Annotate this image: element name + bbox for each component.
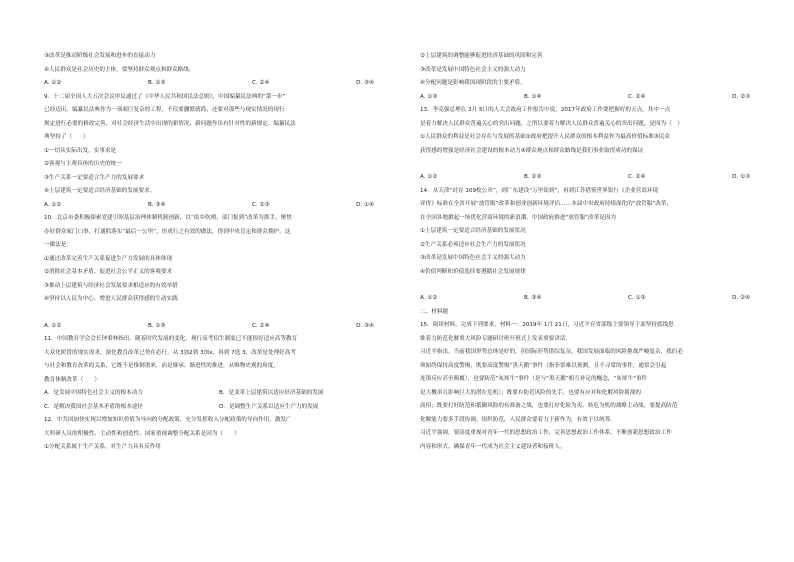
question-stem: 9．十二届全国人大五次会议审议通过了《中华人民共和国民法总则》，中国编纂民法典的“第一步”: [44, 93, 286, 100]
question-12: [44, 414, 394, 455]
question-item: ①上层建筑一定要适合经济基础的发展状况: [420, 228, 526, 234]
option-b: B. ①③: [147, 80, 166, 86]
question-stem: 在全国各地掀起一场优化营商环境的新浪潮。中国政府推进“放管服”改革是因为: [420, 214, 616, 221]
right-column: [420, 50, 770, 454]
text-line: ②上层建筑的调整能够促进经济基础的巩固和完善: [420, 53, 543, 59]
question-stem: 教育体制改革（ ）: [44, 376, 100, 383]
question-14: [420, 185, 770, 306]
option-c: C. ②④: [251, 80, 270, 86]
answer-options: [420, 171, 750, 185]
option-b: B. ②③: [523, 174, 542, 180]
text-line: ③改革是发展中国特色社会主义的强大动力: [420, 66, 526, 73]
option-b: B. ①④: [523, 93, 542, 100]
option-b: B. ①③: [147, 322, 166, 329]
left-column: [44, 50, 394, 455]
question-stem: 13．李克强总理在 3月 5日的人大会政府工作报告中说，2017年政府工作要把握好的五点，其中一点: [420, 107, 671, 113]
option-d: D．是调整生产关系以适应生产力的发展: [219, 403, 319, 410]
answer-options: [44, 387, 394, 401]
question-item: ②消除社会基本矛盾、促进社会公平正义的客观要求: [44, 269, 173, 275]
option-c: C. ②④: [627, 174, 646, 180]
answer-options: [44, 199, 374, 213]
option-d: D. ①③: [732, 174, 750, 180]
material-text: 连锁反应甚至颠覆），也要防范“灰犀牛”事件（是与“黑天鹅”相互补足的概念，“灰犀牛”事件: [420, 376, 648, 382]
text-line: ④人民群众是社会历史的主体，要坚持群众观点和群众路线。: [44, 66, 195, 73]
question-stem: 规定进行必要的修改完善，对社会经济生活中出现的新情况、新问题作出有针对性的新规定。编纂民法: [44, 120, 296, 127]
option-a: A. ①③: [420, 93, 438, 100]
option-a: A. ①②: [420, 174, 438, 180]
answer-options: [420, 292, 750, 306]
option-c: C. ②④: [251, 322, 270, 329]
material-text: 习近平指出，当前我国形势总体是好的，但国际形势错综复杂，我国发展面临的风险挑战严峻复杂，我们必: [420, 349, 683, 355]
question-stem: 大众化阶段的现实需求，深化教育改革已势在必行。从 3加2到 3加x，再到 7选 3，改革是处理好高考: [44, 349, 296, 356]
option-b: B. ③④: [523, 295, 542, 301]
question-9: [44, 91, 394, 213]
material-text: 是大概率且影响巨大的潜在危机）；既要有防范风险的先手，也要有应对和化解风险挑战的: [420, 389, 641, 396]
question-item: ③改革是发展中国特色社会主义的强大动力: [420, 255, 526, 261]
question-stem: 大科研人员的积极性、主动性和创造性。国家重视调整分配关系是因为（ ）: [44, 430, 240, 437]
option-b: B. ③④: [147, 201, 166, 208]
question-stem: 14．从天津“封存 109枚公章”，到广东建设“万里街到”，再到江苏借鉴世界银行《企业营商环境: [420, 187, 659, 194]
option-b: B．是变革上层建筑以适应经济基础的发展: [219, 390, 324, 396]
section-title: 二、材料题: [420, 308, 448, 315]
question-stem: 一做法是：: [44, 242, 72, 248]
option-d: D. ③④: [356, 80, 374, 86]
question-item: ①一切从实际出发，实事求是: [44, 147, 117, 154]
material-text: 高招；既要打好防范和抵御风险的有准备之战，也要打好化险为夷、转危为机的战略主动战。要提高防范: [420, 403, 678, 409]
question-stem: 12．中共国加快实现以增加知识价值为导向的分配政策，充分发挥收入分配政策的导向作用，激发广: [44, 417, 292, 423]
question-stem: 办好群众家门口事，打通抓落实“最后一公里”，形成行之有效的做法，得到中央肯定和群众拥护。这: [44, 228, 291, 235]
option-c: C. ②④: [627, 93, 646, 100]
option-a: A. ①②: [44, 201, 62, 208]
answer-options: [44, 77, 374, 91]
material-text: 内容和形式，确保青年一代成为社会主义建设者和接班人。: [420, 443, 566, 450]
question-stem: ①人民群众的利益是社会存在与发展的基础②政府把提升人民群众的根本利益作为最高价值标准③民众: [420, 134, 670, 140]
question-15: [420, 319, 770, 454]
answer-options: [44, 401, 394, 415]
question-10: [44, 212, 394, 333]
material-text: 15．阅读材料，完成下列要求。材料一：2019年 1月 21日，习近平在省部级主要领导干部坚持底线思: [420, 322, 674, 328]
question-11: [44, 333, 394, 414]
spacer: [420, 279, 770, 292]
question-item: ②生产关系必须适应社会生产力的发展状况: [420, 241, 526, 248]
option-c: C. ①③: [627, 295, 646, 301]
question-item: ④价值判断和价值选择要遵循社会发展规律: [420, 268, 526, 275]
question-item: ②客观与主观具体的历史的统一: [44, 161, 122, 167]
spacer: [44, 307, 394, 320]
text-line: ③改革是推动阶级社会发展和进步的直接动力: [44, 53, 156, 59]
question-stem: 10．北京市委积极探索党建引领基层治理体制机制创新，以“街乡吹哨、部门报到”改革为抓手，聚焦: [44, 215, 292, 221]
spacer: [420, 158, 770, 171]
option-a: A. ①②: [44, 322, 62, 329]
text-line: ④分配问题是影响我国现阶段的主要矛盾。: [420, 80, 526, 86]
material-text: 习近平强调，要高度重视对青年一代的思想政治工作，完善思想政治工作体系，不断创新思想政治工作: [420, 430, 672, 436]
material-text: 化解能力要多手段协调、组织防范，人民群众要着力于新作为，有效于以统筹。: [420, 416, 616, 423]
question-13: [420, 104, 770, 185]
question-stem: 11．中国教育学会会长钟秉林指出，随着时代发展的变化，现行高考招生制度已不能很好适应高等教育: [44, 336, 298, 342]
material-text: 须始终保持高度警惕，既要高度警惕“黑天鹅”事件（指非常难以预测，且不寻常的事件，通常会引起: [420, 362, 667, 369]
option-a: A. ①②: [44, 80, 62, 86]
question-item: ③生产关系一定要适合生产力的发展要求: [44, 174, 145, 181]
question-stem: 获得感的增强是经济社会建设的根本动力④群众观点和群众路线是我们事业取得成功的保证: [420, 147, 644, 154]
option-d: D. ①④: [356, 201, 374, 208]
question-stem: 是着力解决人民群众普遍关心的突出问题，之所以要着力解决人民群众普遍关心的突出问题，是因为（ ）: [420, 120, 683, 127]
question-item: ④坚持以人民为中心、增进人民群众获得感的生动实践: [44, 296, 178, 302]
question-stem: 已经迈出。编纂民法典作为一项艰巨复杂的工程，不仅要删繁就简，还要对那些与现实情况的现行: [44, 107, 285, 113]
option-c: C. ②③: [251, 201, 270, 208]
option-d: D. ③④: [356, 322, 374, 329]
question-item: ④上层建筑一定要适合经济基础的发展要求。: [44, 188, 156, 194]
option-d: D. ②④: [732, 295, 750, 301]
question-stem: 评价》标准在全省开展“放管服”改革和创业创新环境评估……本届中央政府持续深化的“放管服”改革，: [420, 201, 673, 207]
answer-options: [420, 91, 750, 105]
option-a: A．是发展中国特色社会主义的根本动力: [44, 390, 143, 396]
material-text: 维着力防范化解重大风险专题研讨班开班式上发表重要讲话。: [420, 335, 572, 342]
question-stem: 典坚持了（ ）: [44, 134, 89, 140]
question-item: ③推动上层建筑与经济社会发展要求相适应的有效举措: [44, 282, 178, 289]
question-item: ①通过改革完善生产关系促进生产力发展的具体体现: [44, 255, 173, 262]
question-item: ①分配关系属于生产关系，对生产力具有反作用: [44, 444, 161, 450]
answer-options: [44, 320, 374, 334]
option-c: C．是解决我国社会基本矛盾的根本途径: [44, 403, 144, 410]
option-a: A. ①②: [420, 295, 438, 301]
option-d: D. ②③: [732, 93, 750, 100]
question-stem: 与社会和教育改革的关系，它既不是推倒重来，而是继承、渐进性的推进，从唯物史观的角度，: [44, 363, 279, 369]
